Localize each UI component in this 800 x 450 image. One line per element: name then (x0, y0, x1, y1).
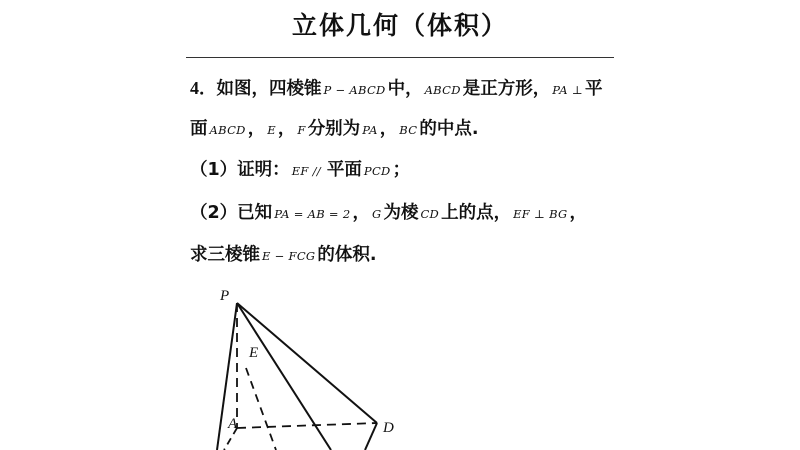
text-run: 为棱 (383, 203, 419, 223)
math-expression: PA (362, 123, 378, 137)
math-expression: E (267, 123, 276, 137)
edge-dc (365, 423, 377, 450)
edge-pd (237, 303, 377, 423)
text-run: 求三棱锥 (190, 245, 260, 265)
math-expression: ABCD (424, 83, 461, 97)
math-expression: P − ABCD (323, 83, 386, 97)
math-expression: E − FCG (262, 249, 316, 263)
math-expression: F (297, 123, 306, 137)
text-run: ， (379, 119, 398, 139)
text-run: ， (569, 203, 588, 223)
math-expression: CD (420, 207, 440, 221)
label-e: E (249, 345, 259, 361)
text-run: 平 (584, 79, 603, 99)
text-run: ； (392, 160, 411, 180)
problem-number: 4 (190, 78, 199, 98)
text-run: 中， (387, 79, 423, 99)
label-a: A (228, 416, 238, 432)
text-run: 平面 (326, 160, 362, 180)
math-expression: PA = AB = 2 (274, 207, 351, 221)
label-p: P (220, 288, 230, 304)
math-expression: PA ⊥ (552, 83, 583, 97)
math-expression: G (371, 207, 382, 221)
math-expression: EF // (291, 164, 325, 178)
math-expression: EF ⊥ BG (513, 207, 568, 221)
page-title: 立体几何（体积） (291, 11, 508, 40)
edge-ad-hidden (237, 423, 377, 428)
text-run: ， (352, 203, 370, 223)
edge-pc (237, 303, 331, 450)
text-run: （2）已知 (190, 203, 273, 223)
text-run: 的中点. (419, 119, 479, 139)
math-expression: PCD (363, 164, 391, 178)
text-run: ．如图，四棱锥 (199, 79, 322, 99)
text-run: （1）证明： (190, 160, 290, 180)
math-expression: BC (399, 123, 418, 137)
text-run: 上的点， (441, 203, 512, 223)
text-run: 是正方形， (462, 79, 551, 99)
text-run: ， (247, 119, 266, 139)
text-run: ， (277, 119, 296, 139)
math-expression: ABCD (209, 123, 246, 137)
text-run: 分别为 (307, 119, 361, 139)
text-run: 的体积. (317, 245, 377, 265)
segment-ef-hidden (246, 368, 276, 450)
text-run: 面 (190, 119, 208, 139)
label-d: D (383, 420, 394, 436)
